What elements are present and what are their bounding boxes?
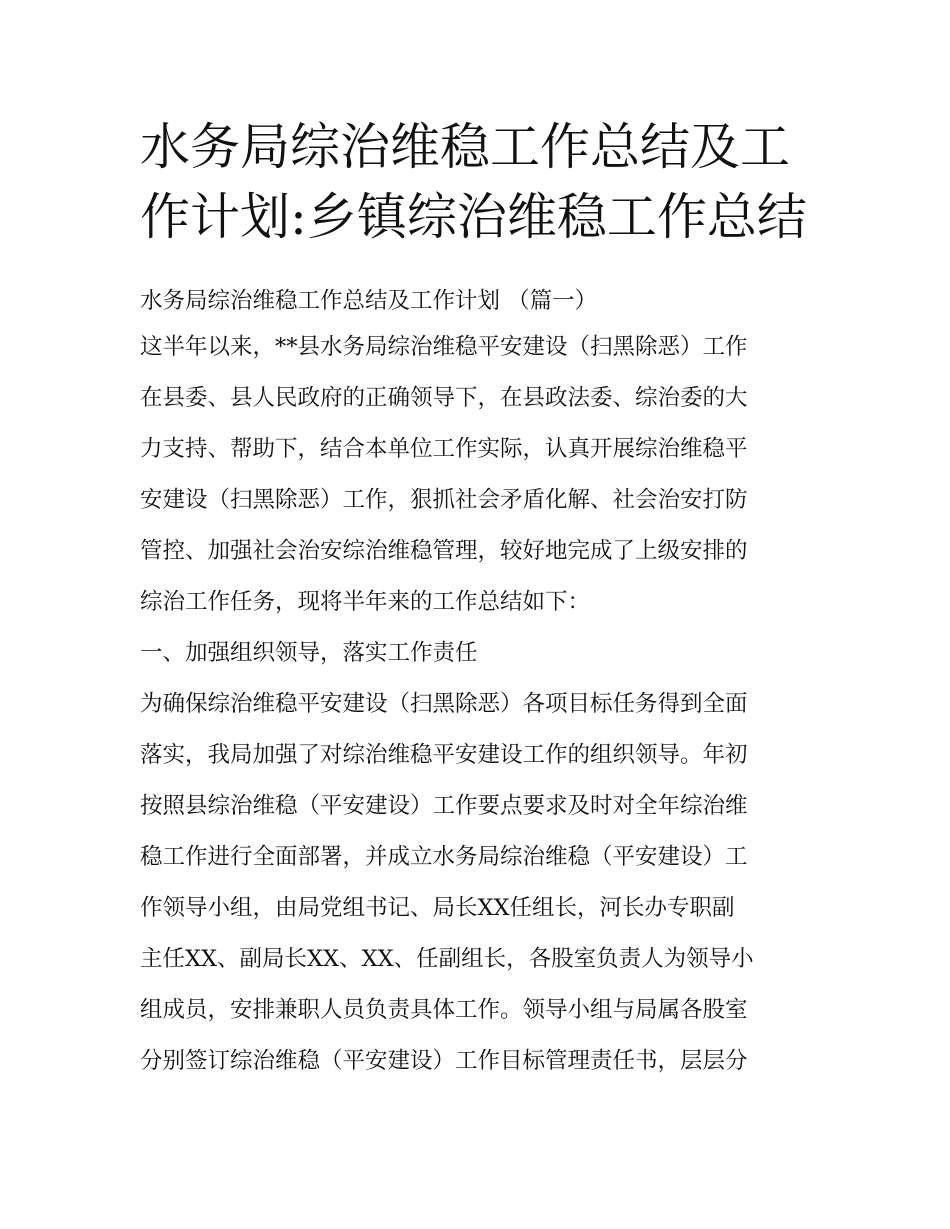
title-line: 水务局综治维稳工作总结及工: [140, 118, 790, 176]
paragraph-line: 为确保综治维稳平安建设（扫黑除恶）各项目标任务得到全面: [140, 691, 748, 717]
paragraph-line: 分别签订综治维稳（平安建设）工作目标管理责任书，层层分: [140, 1048, 748, 1074]
paragraph-line: 安建设（扫黑除恶）工作，狠抓社会矛盾化解、社会治安打防: [140, 487, 748, 513]
paragraph-line: 这半年以来，**县水务局综治维稳平安建设（扫黑除恶）工作: [140, 334, 748, 360]
paragraph-line: 综治工作任务，现将半年来的工作总结如下：: [140, 589, 591, 615]
paragraph-line: 作领导小组，由局党组书记、局长XX任组长，河长办专职副: [140, 895, 735, 921]
paragraph-line: 稳工作进行全面部署，并成立水务局综治维稳（平安建设）工: [140, 844, 748, 870]
paragraph-line: 组成员，安排兼职人员负责具体工作。领导小组与局属各股室: [140, 997, 748, 1023]
section-heading: 一、加强组织领导，落实工作责任: [140, 640, 478, 666]
section-subtitle: 水务局综治维稳工作总结及工作计划 （篇一）: [140, 288, 598, 314]
paragraph-line: 落实，我局加强了对综治维稳平安建设工作的组织领导。年初: [140, 742, 748, 768]
paragraph-line: 按照县综治维稳（平安建设）工作要点要求及时对全年综治维: [140, 793, 748, 819]
paragraph-line: 在县委、县人民政府的正确领导下，在县政法委、综治委的大: [140, 385, 748, 411]
document-title: [140, 112, 840, 252]
paragraph-line: 力支持、帮助下，结合本单位工作实际，认真开展综治维稳平: [140, 436, 748, 462]
title-line: 作计划:乡镇综治维稳工作总结: [140, 188, 807, 246]
document-body: [140, 282, 820, 1093]
paragraph-line: 主任XX、副局长XX、XX、任副组长，各股室负责人为领导小: [140, 946, 754, 972]
paragraph-line: 管控、加强社会治安综治维稳管理，较好地完成了上级安排的: [140, 538, 748, 564]
